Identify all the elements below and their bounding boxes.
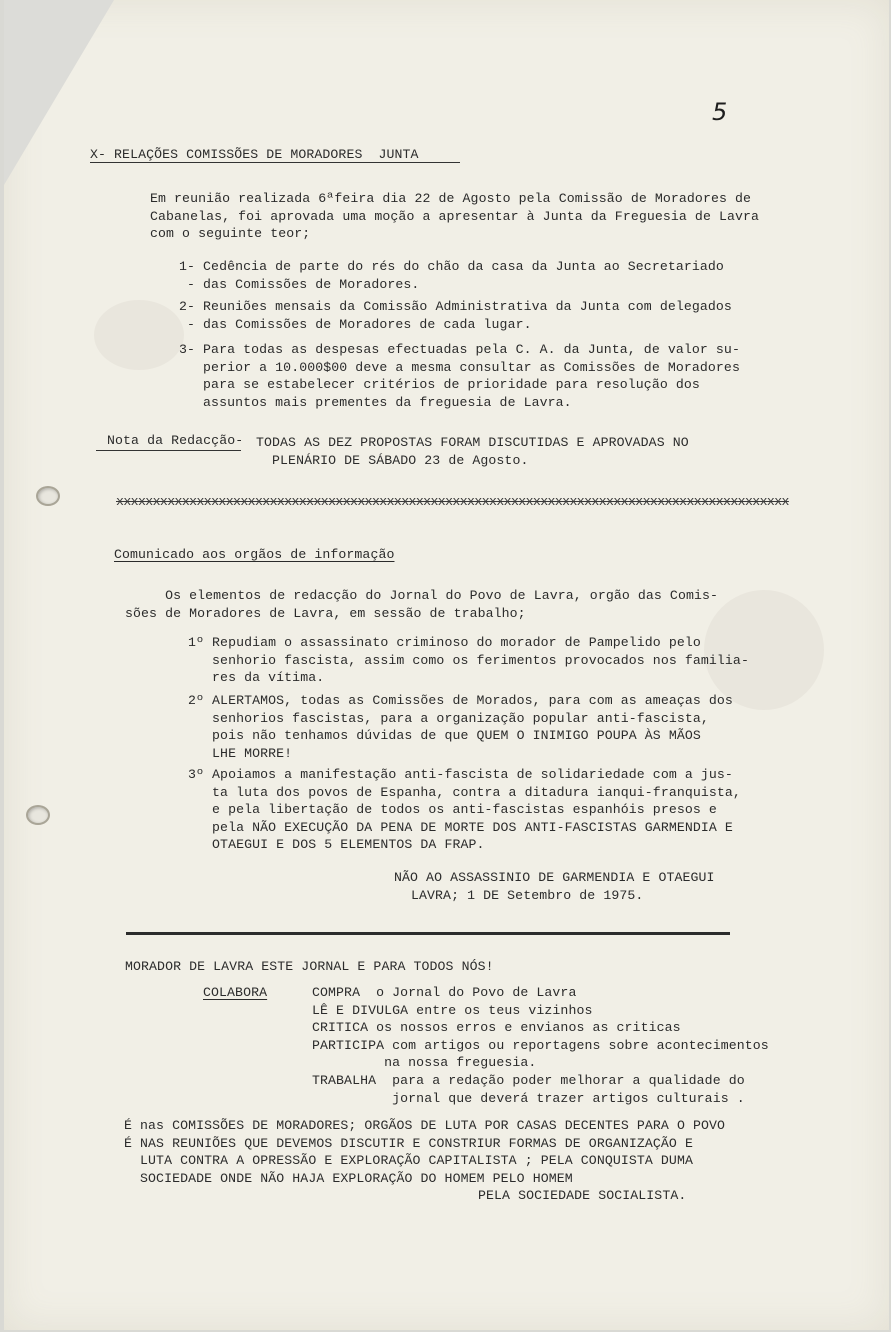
communique-point: 1º Repudiam o assassinato criminoso do morador de Pampelido pelo senhorio fascista, assim como os ferimentos provocados nos familia- res da vítima. bbox=[188, 635, 749, 685]
paper-stain bbox=[94, 300, 184, 370]
proposal-item: 2- Reuniões mensais da Comissão Administrativa da Junta com delegados - das Comissões de Moradores de cada lugar. bbox=[179, 299, 732, 332]
communique-point: 3º Apoiamos a manifestação anti-fascista de solidariedade com a jus- ta luta dos povos de Espanha, contra a ditadura ianqui-franquista, e pela libertação de todos os anti-fascistas espanhóis presos e pela NÃO EXECUÇÃO DA PENA DE MORTE DOS ANTI-FASCISTAS GARMENDIA E OTAEGUI E DOS 5 ELEMENTOS DA FRAP. bbox=[188, 767, 741, 852]
intro-paragraph: Em reunião realizada 6ªfeira dia 22 de Agosto pela Comissão de Moradores de Cabanelas, foi aprovada uma moção a apresentar à Junta da Freguesia de Lavra com o seguinte teor; bbox=[150, 191, 760, 241]
handwritten-page-number: 5 bbox=[712, 98, 728, 126]
section-title: X- RELAÇÕES COMISSÕES DE MORADORES JUNTA bbox=[90, 147, 419, 162]
editorial-note-label: Nota da Redacção- bbox=[107, 433, 244, 448]
section-divider-rule bbox=[126, 932, 730, 935]
editorial-note-underline bbox=[96, 450, 241, 451]
place-date: LAVRA; 1 DE Setembro de 1975. bbox=[411, 888, 644, 903]
section-title-underline bbox=[90, 162, 460, 163]
closing-signoff: PELA SOCIEDADE SOCIALISTA. bbox=[478, 1188, 687, 1203]
communique-title: Comunicado aos orgãos de informação bbox=[114, 547, 395, 562]
proposal-item: 3- Para todas as despesas efectuadas pela C. A. da Junta, de valor su- perior a 10.000$00 deve a mesma consultar as Comissões de Moradores para se estabelecer critérios de prioridade para resolução dos assuntos mais prementes da freguesia de Lavra. bbox=[179, 342, 740, 410]
punch-hole-top bbox=[36, 486, 60, 506]
colabora-label: COLABORA bbox=[203, 985, 268, 1000]
colabora-actions: COMPRA o Jornal do Povo de Lavra LÊ E DIVULGA entre os teus vizinhos CRITICA os nossos erros e envianos as criticas PARTICIPA com artigos ou reportagens sobre acontecimentos na nossa freguesia. TRABALHA para a redação poder melhorar a qualidade do jornal que deverá trazer artigos culturais . bbox=[312, 985, 769, 1106]
typed-divider: xxxxxxxxxxxxxxxxxxxxxxxxxxxxxxxxxxxxxxxxxxxxxxxxxxxxxxxxxxxxxxxxxxxxxxxxxxxxxxxxxxxxxxxxxxxx bbox=[116, 494, 789, 509]
proposal-item: 1- Cedência de parte do rés do chão da casa da Junta ao Secretariado - das Comissões de Moradores. bbox=[179, 259, 724, 292]
call-heading: MORADOR DE LAVRA ESTE JORNAL E PARA TODOS NÓS! bbox=[125, 959, 494, 974]
slogan: NÃO AO ASSASSINIO DE GARMENDIA E OTAEGUI bbox=[394, 870, 715, 885]
editorial-note-text: TODAS AS DEZ PROPOSTAS FORAM DISCUTIDAS E APROVADAS NO PLENÁRIO DE SÁBADO 23 de Agosto. bbox=[256, 435, 689, 468]
communique-intro: Os elementos de redacção do Jornal do Povo de Lavra, orgão das Comis- sões de Moradores de Lavra, em sessão de trabalho; bbox=[125, 588, 719, 621]
punch-hole-bottom bbox=[26, 805, 50, 825]
closing-paragraph: É nas COMISSÕES DE MORADORES; ORGÃOS DE LUTA POR CASAS DECENTES PARA O POVO É NAS REUNIÕES QUE DEVEMOS DISCUTIR E CONSTRIUR FORMAS DE ORGANIZAÇÃO E LUTA CONTRA A OPRESSÃO E EXPLORAÇÃO CAPITALISTA ; PELA CONQUISTA DUMA SOCIEDADE ONDE NÃO HAJA EXPLORAÇÃO DO HOMEM PELO HOMEM bbox=[124, 1118, 726, 1186]
typed-document-page bbox=[4, 0, 889, 1330]
communique-point: 2º ALERTAMOS, todas as Comissões de Morados, para com as ameaças dos senhorios fascistas, para a organização popular anti-fascista, pois não tenhamos dúvidas de que QUEM O INIMIGO POUPA ÀS MÃOS LHE MORRE! bbox=[188, 693, 733, 761]
